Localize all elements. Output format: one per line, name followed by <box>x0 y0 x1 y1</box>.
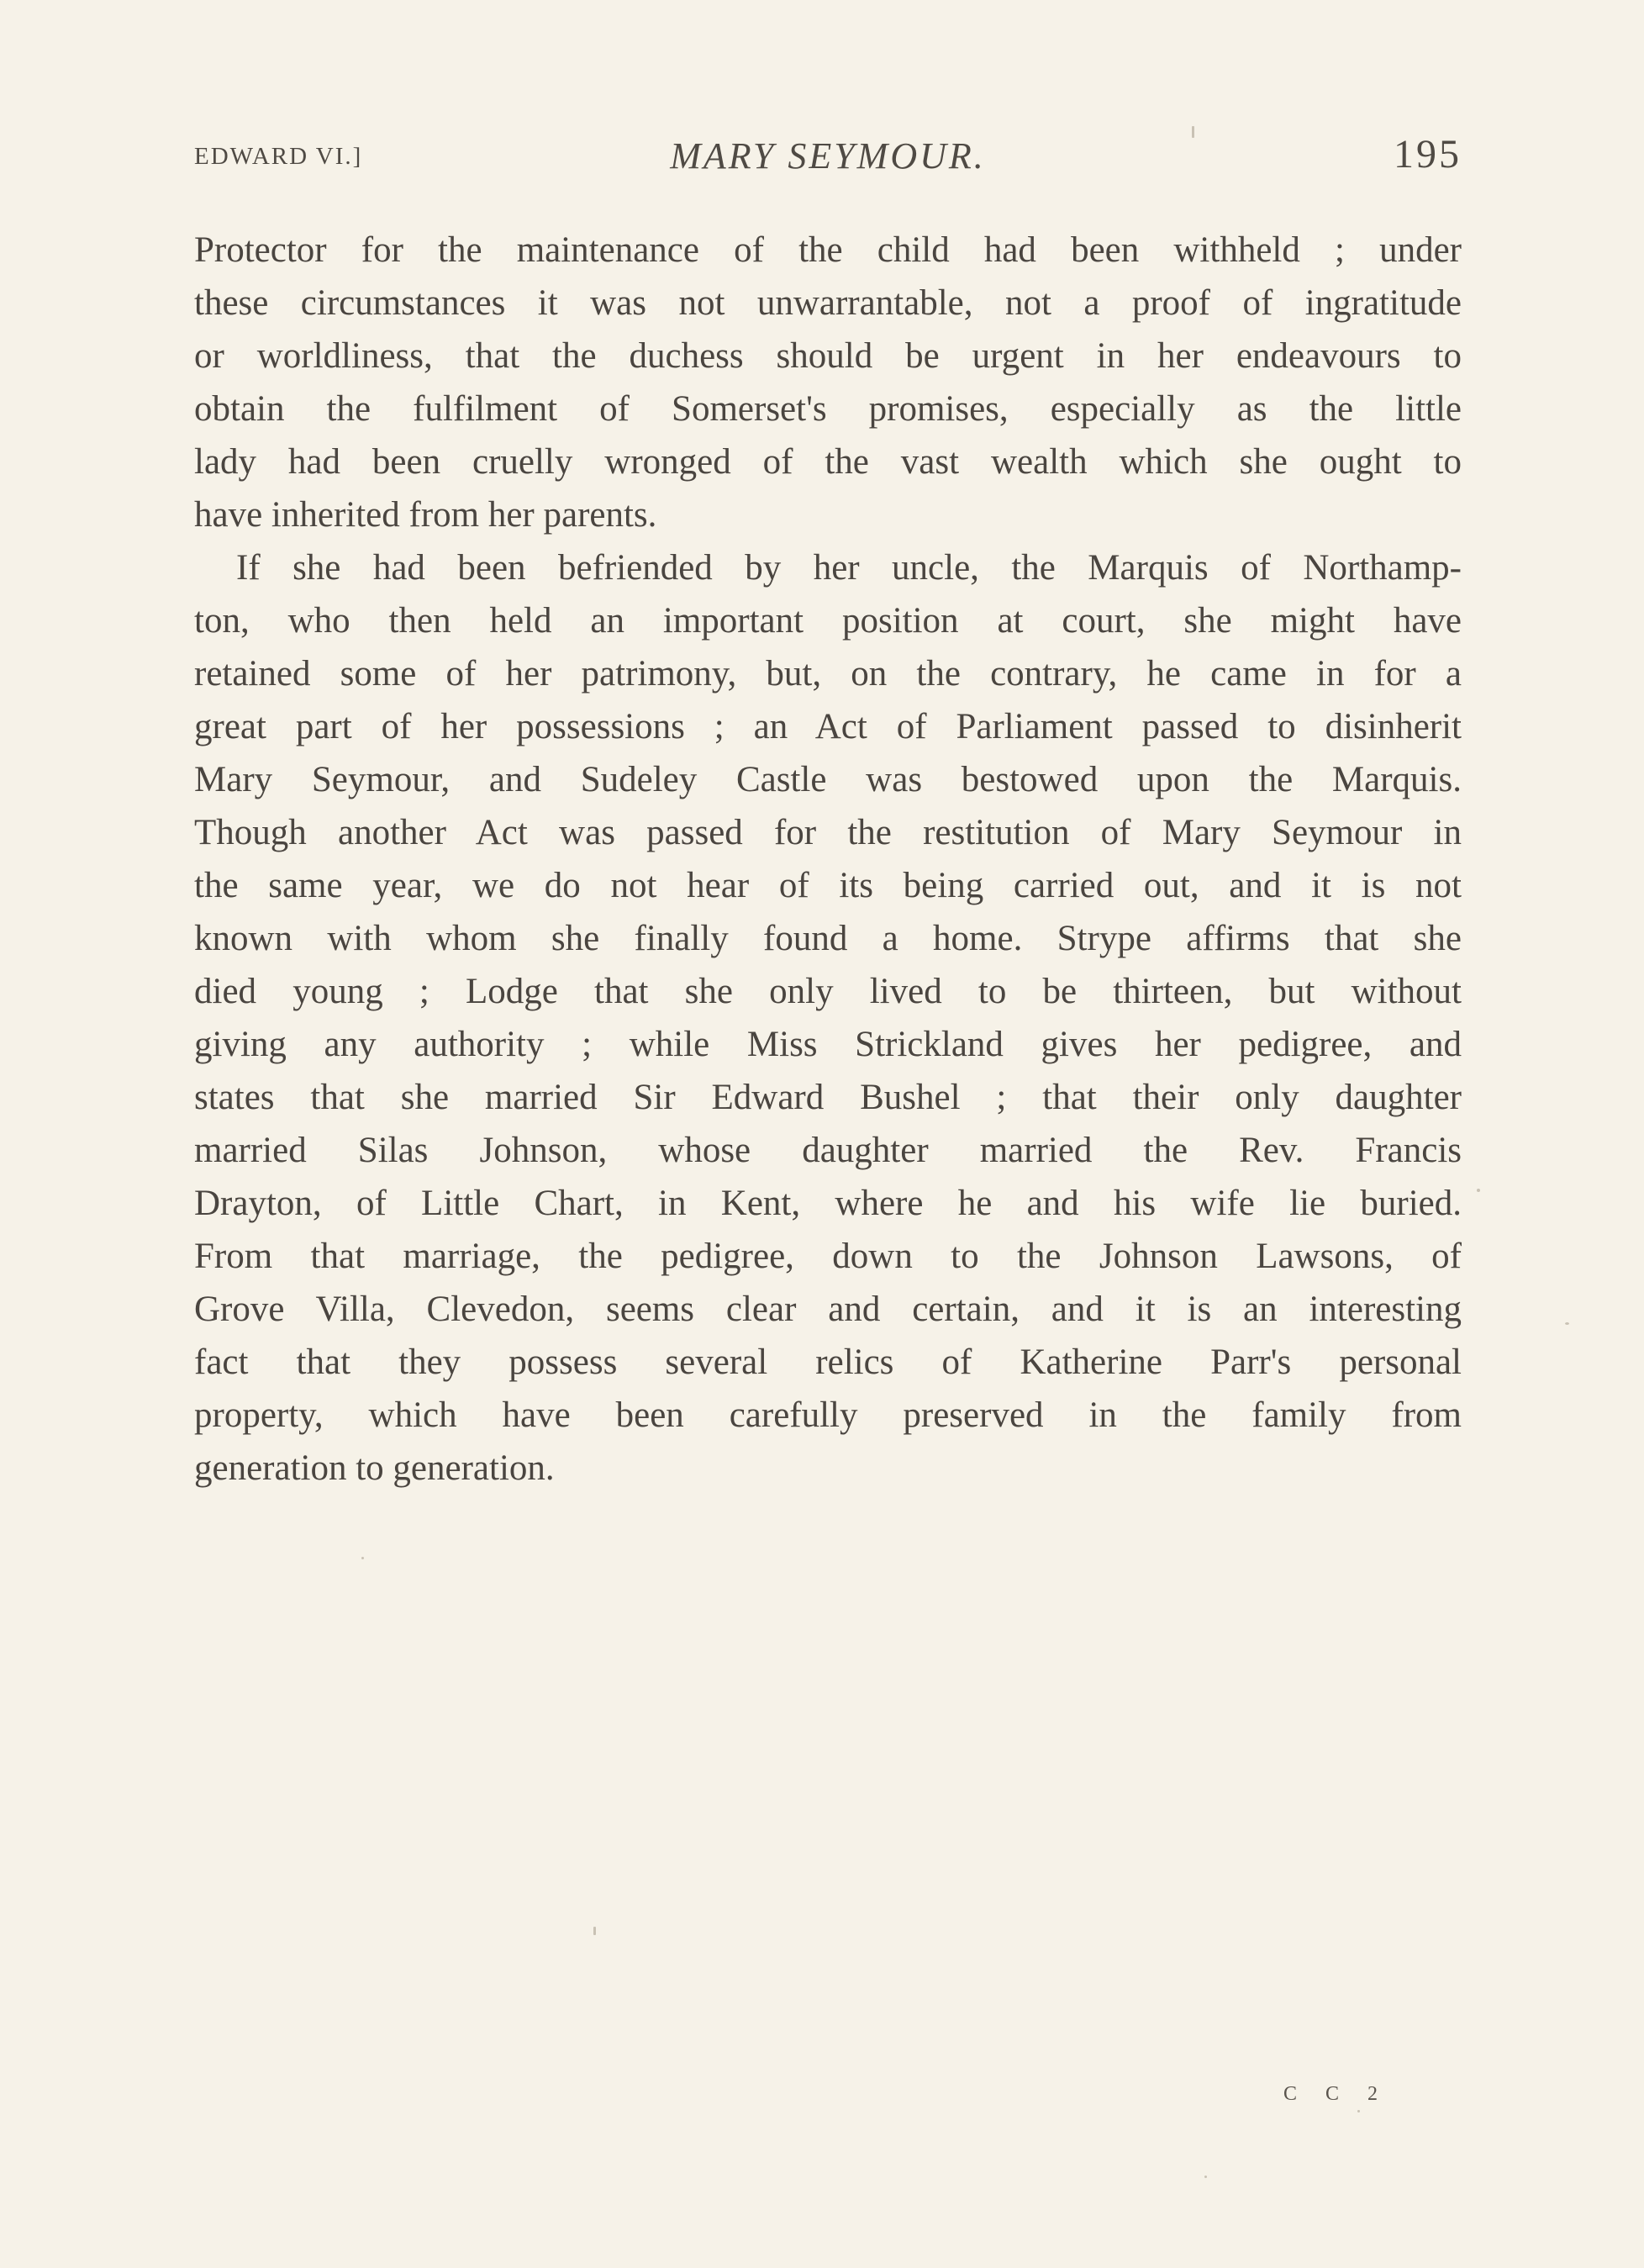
running-head <box>194 128 1462 182</box>
text-line: lady had been cruelly wronged of the vast wealth which she ought to <box>194 442 1462 482</box>
paper-speck <box>1565 1322 1569 1325</box>
paper-speck <box>361 1557 364 1559</box>
paper-speck <box>1204 2176 1207 2178</box>
text-line: If she had been befriended by her uncle, the Marquis of Northamp- <box>236 548 1462 588</box>
text-line: obtain the fulfilment of Somerset's promises, especially as the little <box>194 389 1462 429</box>
text-line: From that marriage, the pedigree, down to the Johnson Lawsons, of <box>194 1237 1462 1276</box>
text-line: have inherited from her parents. <box>194 495 657 535</box>
text-line: or worldliness, that the duchess should be urgent in her endeavours to <box>194 336 1462 376</box>
paragraph-1 <box>194 224 1462 541</box>
running-head-section: EDWARD VI.] <box>194 143 363 170</box>
text-line: great part of her possessions ; an Act of Parliament passed to disinherit <box>194 707 1462 746</box>
text-line: Though another Act was passed for the restitution of Mary Seymour in <box>194 813 1462 852</box>
text-line: ton, who then held an important position at court, she might have <box>194 601 1462 641</box>
text-line: states that she married Sir Edward Bushel ; that their only daughter <box>194 1078 1462 1117</box>
text-line: Grove Villa, Clevedon, seems clear and certain, and it is an interesting <box>194 1290 1462 1329</box>
paper-speck <box>1477 1189 1480 1192</box>
text-line: the same year, we do not hear of its being carried out, and it is not <box>194 866 1462 905</box>
paper-speck <box>1192 126 1194 138</box>
page-number: 195 <box>1394 132 1462 177</box>
text-line: died young ; Lodge that she only lived to be thirteen, but without <box>194 972 1462 1011</box>
running-head-title: MARY SEYMOUR. <box>670 135 986 177</box>
text-line: Protector for the maintenance of the child had been withheld ; under <box>194 230 1462 270</box>
signature-mark: C C 2 <box>1283 2083 1390 2105</box>
text-line: Drayton, of Little Chart, in Kent, where he and his wife lie buried. <box>194 1184 1462 1223</box>
text-line: Mary Seymour, and Sudeley Castle was bestowed upon the Marquis. <box>194 760 1462 799</box>
text-line: giving any authority ; while Miss Strickland gives her pedigree, and <box>194 1025 1462 1064</box>
text-line: known with whom she finally found a home. Strype affirms that she <box>194 919 1462 958</box>
text-line: retained some of her patrimony, but, on the contrary, he came in for a <box>194 654 1462 694</box>
paragraph-2 <box>194 541 1462 1495</box>
text-line: fact that they possess several relics of Katherine Parr's personal <box>194 1342 1462 1382</box>
text-line: married Silas Johnson, whose daughter married the Rev. Francis <box>194 1131 1462 1170</box>
body-text <box>194 224 1462 1495</box>
text-line: property, which have been carefully preserved in the family from <box>194 1395 1462 1435</box>
paper-speck <box>1357 2110 1360 2112</box>
text-line: generation to generation. <box>194 1448 555 1488</box>
text-line: these circumstances it was not unwarrantable, not a proof of ingratitude <box>194 283 1462 323</box>
paper-speck <box>593 1927 596 1935</box>
